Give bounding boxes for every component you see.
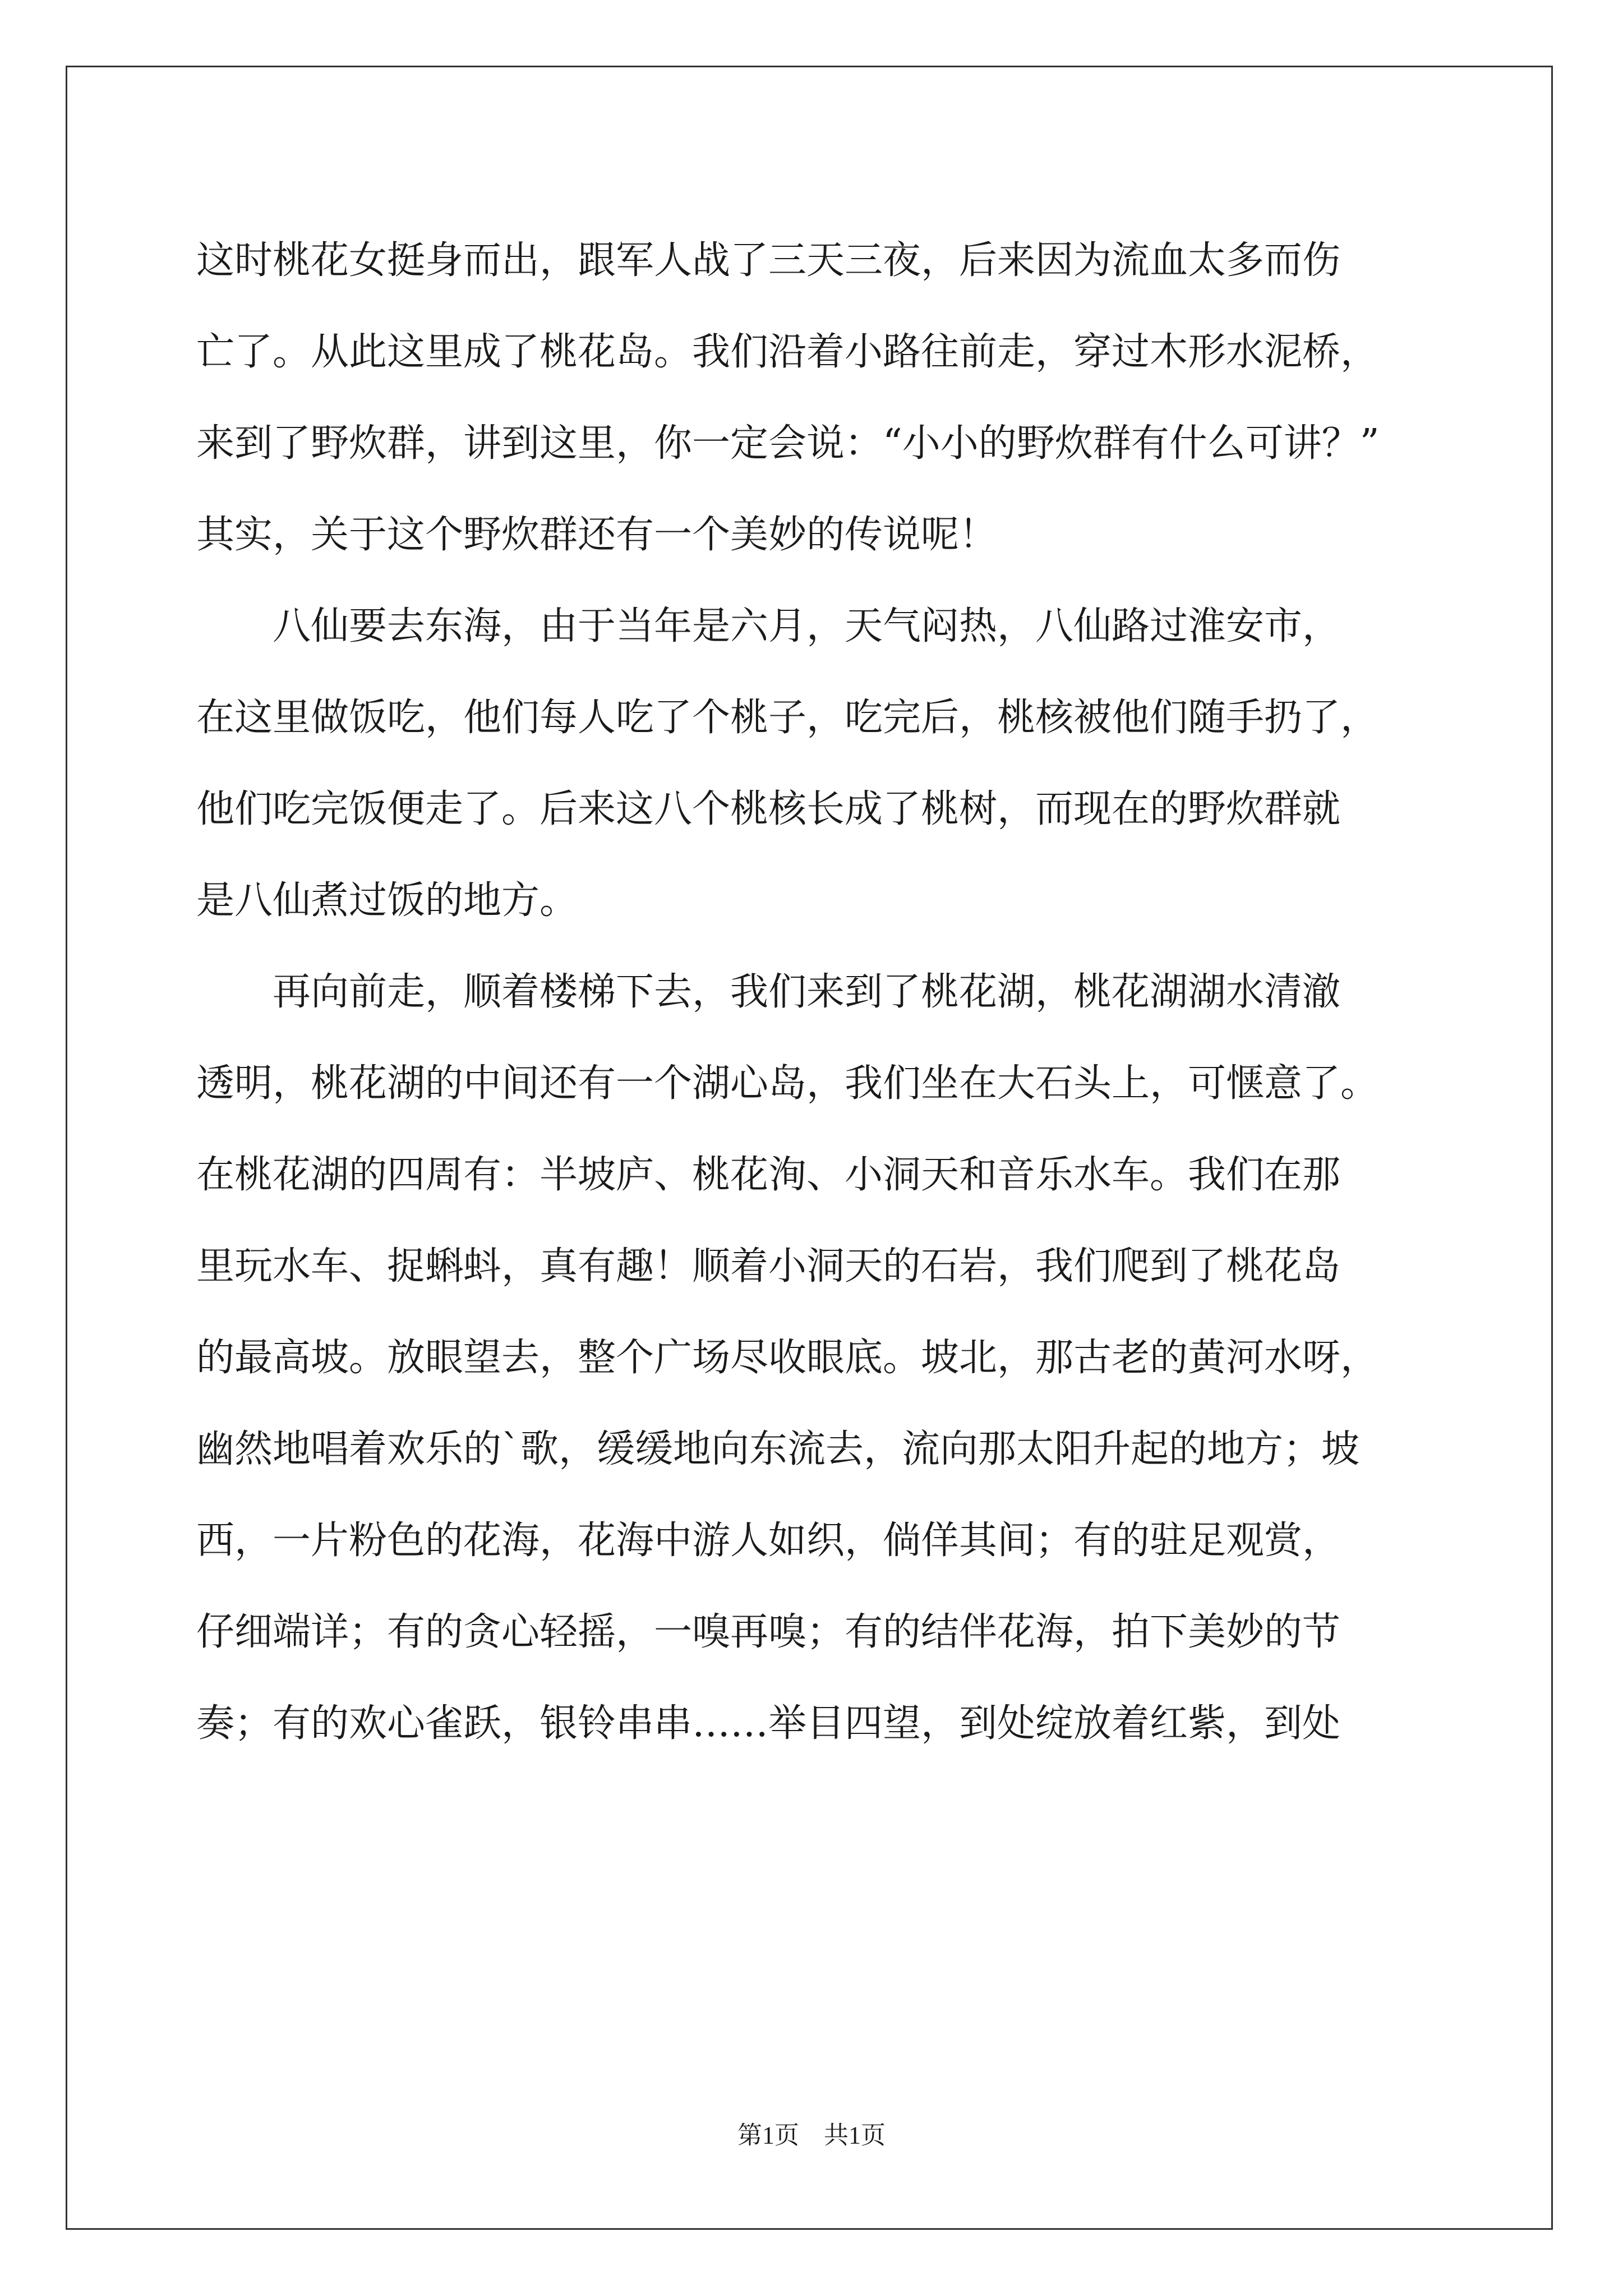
text-line: 再向前走，顺着楼梯下去，我们来到了桃花湖，桃花湖湖水清澈: [196, 970, 1341, 1014]
text-line: 这时桃花女挺身而出，跟军人战了三天三夜，后来因为流血太多而伤: [196, 238, 1341, 283]
text-line: 的最高坡。放眼望去，整个广场尽收眼底。坡北，那古老的黄河水呀，: [196, 1336, 1379, 1380]
text-line: 仔细端详；有的贪心轻摇，一嗅再嗅；有的结伴花海，拍下美妙的节: [196, 1610, 1341, 1654]
text-line: 透明，桃花湖的中间还有一个湖心岛，我们坐在大石头上，可惬意了。: [196, 1061, 1379, 1106]
page-footer: 第1页 共1页: [737, 2122, 886, 2149]
text-line: 来到了野炊群，讲到这里，你一定会说：“小小的野炊群有什么可讲？”: [196, 421, 1380, 466]
text-line: 幽然地唱着欢乐的`歌，缓缓地向东流去，流向那太阳升起的地方；坡: [196, 1427, 1360, 1471]
text-line: 八仙要去东海，由于当年是六月，天气闷热，八仙路过淮安市，: [196, 604, 1341, 648]
text-line: 里玩水车、捉蝌蚪，真有趣！顺着小洞天的石岩，我们爬到了桃花岛: [196, 1244, 1341, 1289]
body-text: [196, 215, 1430, 1769]
text-line: 在这里做饭吃，他们每人吃了个桃子，吃完后，桃核被他们随手扔了，: [196, 696, 1379, 740]
text-line: 西，一片粉色的花海，花海中游人如织，倘佯其间；有的驻足观赏，: [196, 1519, 1341, 1563]
text-line: 他们吃完饭便走了。后来这八个桃核长成了桃树，而现在的野炊群就: [196, 787, 1341, 831]
text-line: 其实，关于这个野炊群还有一个美妙的传说呢！: [196, 513, 998, 557]
text-line: 在桃花湖的四周有：半坡庐、桃花洵、小洞天和音乐水车。我们在那: [196, 1153, 1341, 1197]
text-line: 亡了。从此这里成了桃花岛。我们沿着小路往前走，穿过木形水泥桥，: [196, 330, 1379, 374]
text-line: 是八仙煮过饭的地方。: [196, 878, 578, 923]
text-line: 奏；有的欢心雀跃，银铃串串……举目四望，到处绽放着红紫，到处: [196, 1701, 1341, 1746]
